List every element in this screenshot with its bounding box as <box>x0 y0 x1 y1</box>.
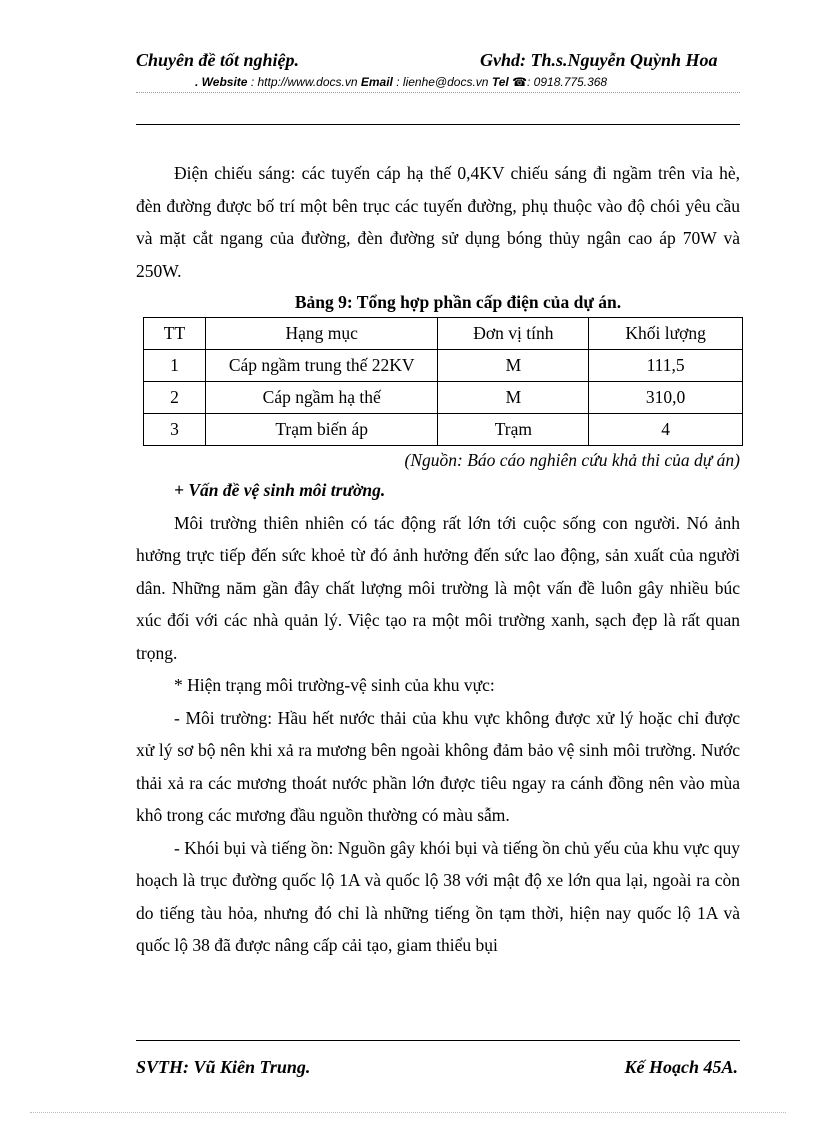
table-cell: 3 <box>144 414 206 446</box>
tel-value: : 0918.775.368 <box>527 75 608 89</box>
table-cell: 4 <box>589 414 743 446</box>
website-label: . Website <box>195 75 248 89</box>
footer-divider <box>136 1040 740 1041</box>
header-contact-line <box>195 75 607 89</box>
table-cell: 1 <box>144 350 206 382</box>
paragraph-wastewater: - Môi trường: Hầu hết nước thải của khu vực không được xử lý hoặc chỉ được xử lý sơ bộ nên khi xả ra mương bên ngoài không đảm bảo vệ sinh môi trường. Nước thải xả ra các mương thoát nước phần lớn được tiêu ngay ra cánh đồng nên vào mùa khô trong các mương đầu nguồn thường có màu sẫm. <box>136 707 740 825</box>
table-source-note: (Nguồn: Báo cáo nghiên cứu khả thi của dự án) <box>404 450 740 470</box>
table-cell: Trạm biến áp <box>205 414 438 446</box>
tel-label: Tel <box>491 75 509 89</box>
table-row <box>144 414 743 446</box>
page-bottom-divider <box>30 1112 786 1113</box>
page-content <box>136 157 740 962</box>
phone-icon: ☎ <box>512 75 528 89</box>
paragraph-environment-intro: Môi trường thiên nhiên có tác động rất lớn tới cuộc sống con người. Nó ảnh hưởng trực tiếp đến sức khoẻ từ đó ảnh hưởng đến sức lao động, sản xuất của người dân. Những năm gần đây chất lượng môi trường là một vấn đề luôn gây nhiều búc xúc đối với các nhà quản lý. Việc tạo ra một môi trường xanh, sạch đẹp là rất quan trọng. <box>136 512 740 663</box>
table-cell: M <box>438 350 589 382</box>
table-caption: Bảng 9: Tổng hợp phần cấp điện của dự án. <box>294 292 622 312</box>
paragraph-dust-noise: - Khói bụi và tiếng ồn: Nguồn gây khói bụi và tiếng ồn chủ yếu của khu vực quy hoạch là trục đường quốc lộ 1A và quốc lộ 38 với mật độ xe lớn qua lại, ngoài ra còn do tiếng tàu hỏa, nhưng đó chỉ là những tiếng ồn tạm thời, hiện nay quốc lộ 1A và quốc lộ 38 đã được nâng cấp cải tạo, giam thiểu bụi <box>136 837 740 955</box>
table-row <box>144 382 743 414</box>
header-divider <box>136 124 740 125</box>
table-row <box>144 350 743 382</box>
table-header-row <box>144 318 743 350</box>
power-supply-table <box>143 317 743 446</box>
table-header-cell: Đơn vị tính <box>438 318 589 350</box>
header-thesis-title: Chuyên đề tốt nghiệp. <box>136 50 300 70</box>
table-cell: 310,0 <box>589 382 743 414</box>
table-header-cell: Khối lượng <box>589 318 743 350</box>
email-label: Email <box>360 75 393 89</box>
table-cell: Trạm <box>438 414 589 446</box>
table-cell: 2 <box>144 382 206 414</box>
website-url[interactable]: : http://www.docs.vn <box>250 75 358 89</box>
section-heading: + Vấn đề vệ sinh môi trường. <box>174 480 386 500</box>
paragraph-status-heading: * Hiện trạng môi trường-vệ sinh của khu vực: <box>174 675 495 695</box>
header-advisor: Gvhd: Th.s.Nguyễn Quỳnh Hoa <box>480 50 718 70</box>
header-dotted-divider <box>136 92 740 93</box>
paragraph-lighting: Điện chiếu sáng: các tuyến cáp hạ thế 0,4KV chiếu sáng đi ngầm trên vỉa hè, đèn đường được bố trí một bên trục các tuyến đường, phụ thuộc vào độ chói yêu cầu và mặt cắt ngang của đường, đèn đường sử dụng bóng thủy ngân cao áp 70W và 250W. <box>136 163 740 281</box>
footer-class: Kế Hoạch 45A. <box>624 1057 738 1077</box>
table-cell: Cáp ngầm trung thế 22KV <box>205 350 438 382</box>
footer-student: SVTH: Vũ Kiên Trung. <box>136 1057 311 1077</box>
table-cell: M <box>438 382 589 414</box>
table-header-cell: TT <box>144 318 206 350</box>
table-cell: 111,5 <box>589 350 743 382</box>
table-header-cell: Hạng mục <box>205 318 438 350</box>
email-value[interactable]: : lienhe@docs.vn <box>396 75 489 89</box>
table-cell: Cáp ngầm hạ thế <box>205 382 438 414</box>
